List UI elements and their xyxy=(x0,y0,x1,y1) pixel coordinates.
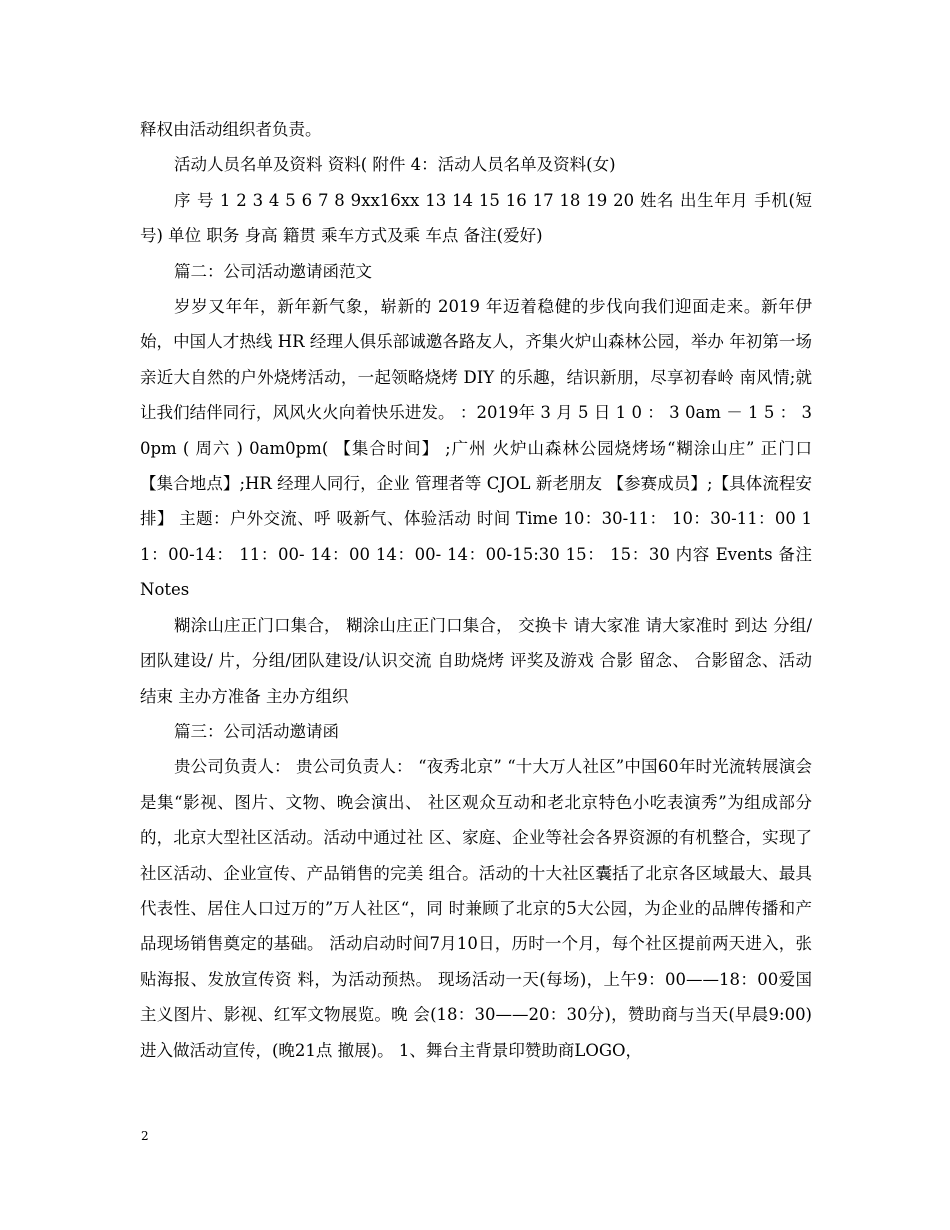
page-number: 2 xyxy=(141,1129,149,1143)
section-heading-part-three: 篇三：公司活动邀请函 xyxy=(174,721,339,741)
paragraph-bbq-schedule: 糊涂山庄正门口集合， 糊涂山庄正门口集合， 交换卡 请大家准 请大家准时 到达 分组/团队建设/ 片，分组/团队建设/认识交流 自助烧烤 评奖及游戏 合影 留念、 合影留念、活动结束 主办方准备 主办方组织 xyxy=(140,615,812,706)
paragraph-roster-fields: 序 号 1 2 3 4 5 6 7 8 9xx16xx 13 14 15 16 17 18 19 20 姓名 出生年月 手机(短号) 单位 职务 身高 籍贯 乘车方式及乘 车点 备注(爱好) xyxy=(140,190,812,246)
paragraph-continued: 释权由活动组织者负责。 xyxy=(140,120,322,139)
paragraph-bbq-invitation: 岁岁又年年，新年新气象，崭新的 2019 年迈着稳健的步伐向我们迎面走来。新年伊始，中国人才热线 HR 经理人俱乐部诚邀各路友人，齐集火炉山森林公园，举办 年初第一场亲近大自然的户外烧烤活动，一起领略烧烤 DIY 的乐趣，结识新朋，尽享初春岭 南风情;就让我们结伴同行，风风火火向着快乐进发。 ：2019年 3 月 5 日 1 0 ： 3 0am － 1 5 ： 3 0pm ( 周六 ) 0am0pm( 【集合时间】 ;广州 火炉山森林公园烧烤场“糊涂山庄” 正门口 【集合地点】;HR 经理人同行，企业 管理者等 CJOL 新老朋友 【参赛成员】;【具体流程安排】 主题：户外交流、呼 吸新气、体验活动 时间 Time 10：30-11： 10：30-11：00 11：00-14： 11：00- 14：00 14：00- 14：00-15:30 15： 15：30 内容 Events 备注 Notes xyxy=(140,297,812,600)
paragraph-beijing-invitation: 贵公司负责人： 贵公司负责人： “夜秀北京” “十大万人社区”中国60年时光流转展演会是集“影视、图片、文物、晚会演出、 社区观众互动和老北京特色小吃表演秀”为组成部分的，北京大型社区活动。活动中通过社 区、家庭、企业等社会各界资源的有机整合，实现了社区活动、企业宣传、产品销售的完美 组合。活动的十大社区囊括了北京各区域最大、最具代表性、居住人口过万的”万人社区“，同 时兼顾了北京的5大公园，为企业的品牌传播和产品现场销售奠定的基础。 活动启动时间7月10日，历时一个月，每个社区提前两天进入，张贴海报、发放宣传资 料，为活动预热。 现场活动一天(每场)，上午9：00——18：00爱国主义图片、影视、红军文物展览。晚 会(18：30——20：30分)，赞助商与当天(早晨9:00)进入做活动宣传，(晚21点 撤展)。 1、舞台主背景印赞助商LOGO， xyxy=(140,757,812,1060)
document-body xyxy=(140,112,812,1068)
paragraph-attachment-title: 活动人员名单及资料 资料( 附件 4：活动人员名单及资料(女) xyxy=(174,155,616,175)
section-heading-part-two: 篇二：公司活动邀请函范文 xyxy=(174,261,372,281)
